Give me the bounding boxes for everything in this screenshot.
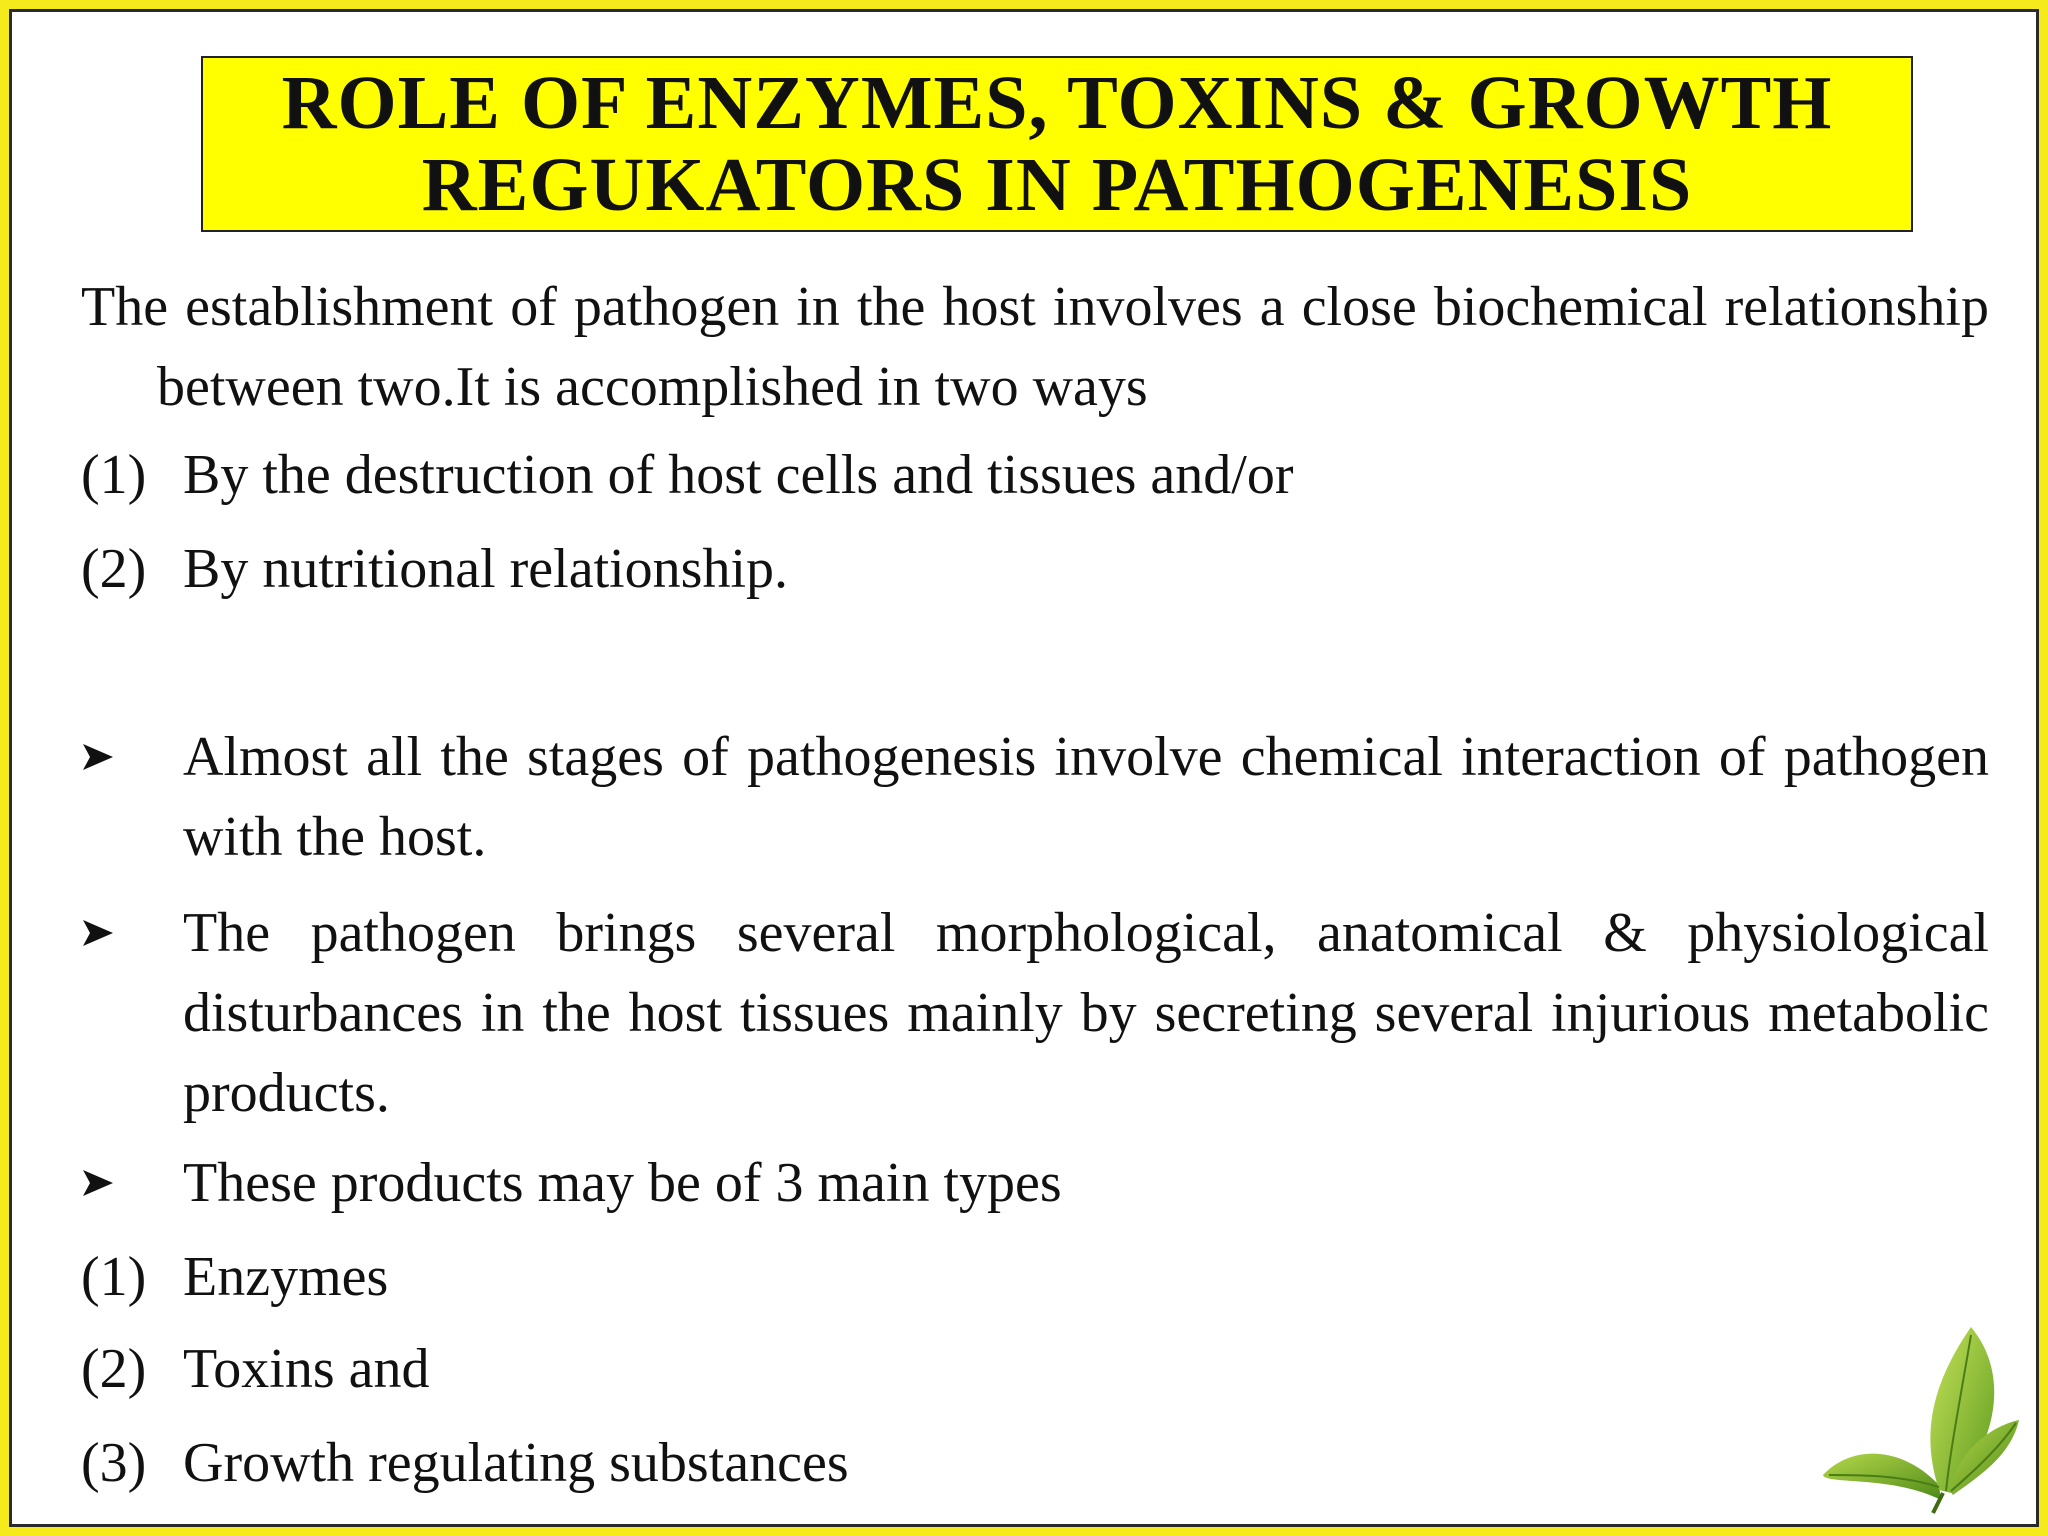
bullet-text: The pathogen brings several morphological, anatomical & physiological disturbances in the host tissues mainly by secreting several injurious metabolic products. [183, 902, 1989, 1124]
way-text: By nutritional relationship. [183, 538, 789, 600]
type-number: (1) [81, 1246, 147, 1308]
type-text: Enzymes [183, 1246, 389, 1308]
bullet-item-1 [81, 717, 1989, 877]
way-item-2 [81, 529, 788, 609]
intro-line-1: The establishment of pathogen in the host involves a close biochemical relationship [81, 276, 1989, 338]
way-number: (2) [81, 538, 147, 600]
type-number: (2) [81, 1338, 147, 1400]
type-item-1 [81, 1237, 388, 1317]
bullet-text: These products may be of 3 main types [183, 1152, 1062, 1214]
type-text: Toxins and [183, 1338, 430, 1400]
way-number: (1) [81, 444, 147, 506]
type-text: Growth regulating substances [183, 1432, 849, 1494]
type-number: (3) [81, 1432, 147, 1494]
bullet-text: Almost all the stages of pathogenesis involve chemical interaction of pathogen with the host. [183, 726, 1989, 868]
title-box [201, 56, 1913, 232]
intro-line-2: between two.It is accomplished in two ways [157, 356, 1148, 418]
bullet-item-3 [81, 1143, 1989, 1223]
way-item-1 [81, 435, 1293, 515]
leaf-icon [1821, 1325, 2021, 1515]
arrowhead-icon [81, 1143, 141, 1223]
arrowhead-icon [81, 717, 141, 797]
bullet-item-2 [81, 893, 1989, 1133]
way-text: By the destruction of host cells and tissues and/or [183, 444, 1294, 506]
type-item-3 [81, 1423, 849, 1503]
type-item-2 [81, 1329, 430, 1409]
title-line-2: REGUKATORS IN PATHOGENESIS [421, 143, 1693, 227]
title-line-1: ROLE OF ENZYMES, TOXINS & GROWTH [281, 61, 1833, 145]
arrowhead-icon [81, 893, 141, 973]
